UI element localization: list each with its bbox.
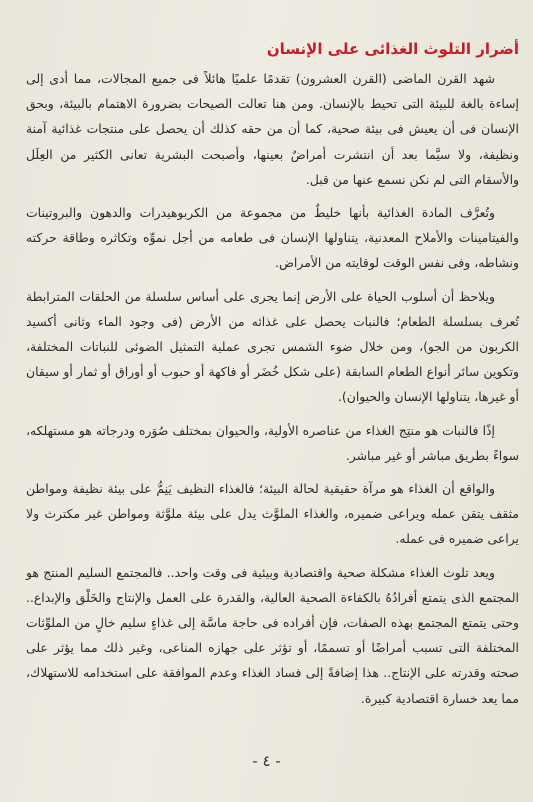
text-block [26, 38, 519, 719]
paragraph: والواقع أن الغذاء هو مرآة حقيقية لحالة البيئة؛ فالغذاء النظيف يَنِمُّ على بيئة نظيفة ومواطن مثقف يتقن عمله ويراعى ضميره، والغذاء الملوَّث يدل على بيئة ملوَّثة ومواطن غير مكترث ولا يراعى ضميره فى عمله. [26, 481, 519, 547]
section-title: أضرار التلوث الغذائى على الإنسان [266, 40, 519, 58]
page-number: - ٤ - [252, 752, 281, 770]
paragraph: شهد القرن الماضى (القرن العشرون) تقدمًا علميًا هائلاً فى جميع المجالات، مما أدى إلى إساءة بالغة للبيئة التى تحيط بالإنسان. ومن هنا تعالت الصيحات بضرورة الاهتمام بالبيئة، وبحق الإنسان فى أن يعيش فى بيئة صحية، كما أن من حقه كذلك أن يحصل على منتجات غذائية آمنة ونظيفة، ولا سيَّما بعد أن انتشرت أمراضٌ بعينها، وأصبحت البشرية تعانى الكثير من العِلَل والأسقام التى لم نكن نسمع عنها من قبل. [26, 71, 519, 187]
paragraph: إذًا فالنبات هو منتِج الغذاء من عناصره الأولية، والحيوان بمختلف صُوَره ودرجاته هو مستهلكه، سواءً بطريق مباشر أو غير مباشر. [26, 422, 519, 463]
paragraph: ويلاحظ أن أسلوب الحياة على الأرض إنما يجرى على أساس سلسلة من الحلقات المترابطة تُعرف بسلسلة الطعام؛ فالنبات يحصل على غذائه من الأرض (فى وجود الماء وثانى أكسيد الكربون من الجو)، ومن خلال ضوء الشمس تجرى عملية التمثيل الضوئى للنباتات المختلفة، وتكوين سائر أنواع الطعام السابقة (على شكل خُضَر أو فاكهة أو حبوب أو أوراق أو ثمار أو سيقان أو غيرها، يتناولها الإنسان والحيوان). [26, 288, 519, 405]
paragraph: ويعد تلوث الغذاء مشكلة صحية واقتصادية وبيئية فى وقت واحد.. فالمجتمع السليم المنتج هو المجتمع الذى يتمتع أفرادُهُ بالكفاءة الصحية العالية، والقدرة على العمل والإنتاج والخَلْق والإبداع.. وحتى يتمتع المجتمع بهذه الصفات، فإن أفراده فى حاجة ماسَّة إلى غذاءٍ سليم خالٍ من الملوِّثات المختلفة التى تسبب أمراضًا أو تسممًا، أو تؤثر على جهازه المناعى، وغير ذلك مما يؤثر على صحته وقدرته على الإنتاج.. هذا إضافةً إلى فساد الغذاء وعدم الموافقة على استخدامه للاستهلاك، مما يعد خسارة اقتصادية كبيرة. [26, 564, 519, 706]
paragraph: وتُعرَّف المادة الغذائية بأنها خليطٌ من مجموعة من الكربوهيدرات والدهون والبروتينات والفيتامينات والأملاح المعدنية، يتناولها الإنسان فى طعامه من أجل نموِّه وتكاثره وطاقة حركته ونشاطه، وفى نفس الوقت لوقايته من الأمراض. [26, 205, 519, 271]
